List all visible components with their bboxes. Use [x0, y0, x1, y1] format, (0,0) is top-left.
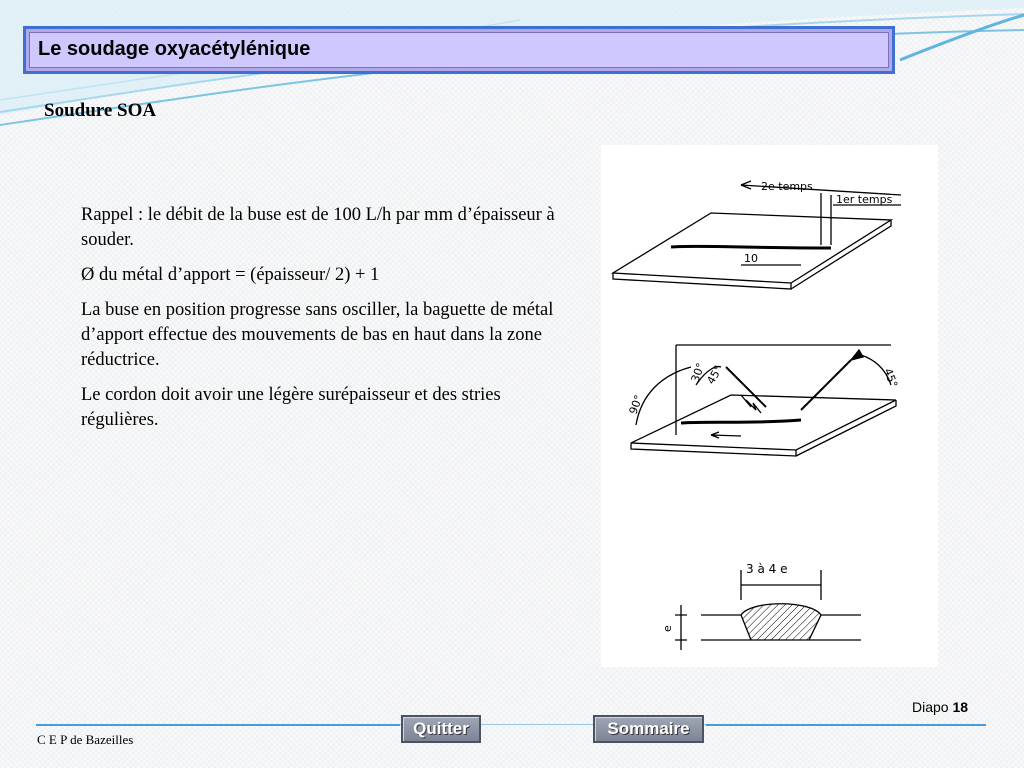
paragraph-technique: La buse en position progresse sans osciller, la baguette de métal d’apport effectue des mouvements de bas en haut dans la zone réductrice.	[81, 300, 554, 370]
footer-divider-left	[36, 724, 400, 726]
label-3a4e: 3 à 4 e	[746, 562, 788, 576]
label-45b: 45°	[881, 366, 901, 390]
label-10: 10	[744, 252, 758, 265]
slide-number-value: 18	[952, 699, 969, 715]
label-90: 90°	[626, 393, 646, 417]
organization-name: C E P de Bazeilles	[37, 732, 134, 747]
label-e: e	[661, 625, 674, 632]
weld-cross-section	[675, 570, 861, 650]
summary-button[interactable]: Sommaire	[593, 715, 704, 743]
slide-label: Diapo	[912, 699, 949, 715]
footer-divider-right	[706, 724, 986, 726]
quit-button[interactable]: Quitter	[401, 715, 481, 743]
label-30: 30°	[688, 361, 708, 385]
label-2e-temps: 2e temps	[761, 180, 813, 193]
paragraph-diametre: Ø du métal d’apport = (épaisseur/ 2) + 1	[81, 265, 380, 285]
title-bar	[23, 26, 895, 74]
paragraph-cordon: Le cordon doit avoir une légère surépaisseur et des stries régulières.	[81, 385, 501, 430]
plate-diagram-middle	[631, 345, 896, 456]
body-text	[81, 203, 561, 443]
label-45a: 45°	[704, 363, 726, 387]
section-subtitle: Soudure SOA	[44, 100, 157, 121]
label-1er-temps: 1er temps	[836, 193, 893, 206]
welding-diagram	[601, 145, 938, 667]
slide-number	[912, 699, 968, 715]
paragraph-rappel: Rappel : le débit de la buse est de 100 L/h par mm d’épaisseur à souder.	[81, 205, 555, 250]
page-title: Le soudage oxyacétylénique	[29, 32, 889, 68]
